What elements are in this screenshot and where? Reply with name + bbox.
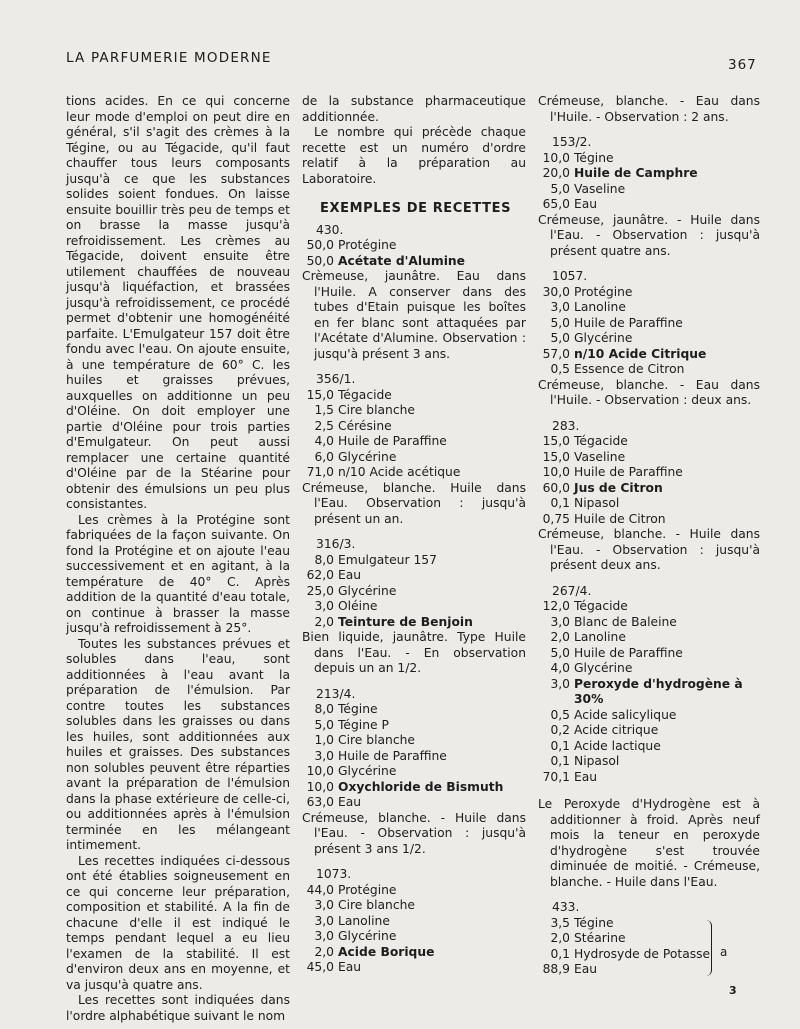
recipe bbox=[538, 419, 760, 574]
ingredient-line bbox=[302, 450, 526, 466]
ingredient-quantity: 0,1 bbox=[550, 496, 570, 510]
ingredient-name: Huile de Paraffine bbox=[338, 748, 447, 763]
ingredient-line bbox=[302, 403, 526, 419]
ingredient-name: 30% bbox=[574, 692, 604, 706]
running-header: LA PARFUMERIE MODERNE bbox=[66, 50, 272, 66]
ingredient-line bbox=[538, 465, 760, 481]
paragraph: de la substance pharmaceutique additionnée. bbox=[302, 94, 526, 124]
ingredient-quantity: 3,0 bbox=[550, 300, 570, 314]
ingredient-quantity: 88,9 bbox=[542, 962, 570, 976]
ingredient-line bbox=[302, 434, 526, 450]
ingredient-quantity: 50,0 bbox=[306, 253, 334, 268]
ingredient-name: Eau bbox=[338, 795, 362, 809]
ingredient-line bbox=[538, 166, 760, 182]
ingredient-line bbox=[538, 182, 760, 198]
ingredient-line bbox=[302, 465, 526, 481]
ingredient-quantity: 3,0 bbox=[314, 599, 334, 613]
ingredient-quantity: 25,0 bbox=[306, 583, 334, 598]
ingredient-name: Stéarine bbox=[574, 931, 626, 945]
ingredient-name: Peroxyde d'hydrogène à bbox=[574, 676, 743, 691]
recipe-number: 316/3. bbox=[316, 537, 356, 551]
ingredient-quantity: 2,0 bbox=[550, 630, 570, 644]
ingredient-line bbox=[302, 749, 526, 765]
ingredient-line bbox=[302, 419, 526, 435]
ingredient-name: Huile de Paraffine bbox=[338, 434, 447, 448]
ingredient-quantity: 57,0 bbox=[542, 346, 570, 361]
paragraph: tions acides. En ce qui concerne leur mode d'emploi on peut dire en général, s'il s'agit des crèmes à la Tégine, ou au Tégacide, qu'il faut chauffer tous leurs composants jusqu'à ce que les substances solides soient fondues. On laisse ensuite bouillir très peu de temps et on brasse la masse jusqu'à refroidissement. Les crèmes au Tégacide, doivent ensuite être utilement chauffées de nouveau jusqu'à liquéfaction, et brassées jusqu'à refroidissement, ce procédé permet d'obtenir une homogénéité parfaite. L'Emulgateur 157 doit être fondu avec l'eau. On ajoute ensuite, à une température de 60° C. les huiles et graisses prévues, auxquelles on additionne un peu d'Oléine. On doit employer une partie d'Oléine pour trois parties d'Emulgateur. On peut aussi remplacer une certaine quantité d'Oléine par de la Stéarine pour obtenir des émulsions un peu plus consistantes. bbox=[66, 94, 290, 511]
ingredient-line bbox=[538, 512, 760, 528]
ingredient-quantity: 5,0 bbox=[550, 331, 570, 345]
recipe-observation: Crémeuse, jaunâtre. - Huile dans l'Eau. - Observation : jusqu'à présent quatre ans. bbox=[538, 212, 760, 258]
paragraph: Le nombre qui précède chaque recette est un numéro d'ordre relatif à la préparation au Laboratoire. bbox=[302, 125, 526, 186]
recipe-observation: Bien liquide, jaunâtre. Type Huile dans l'Eau. - En observation depuis un an 1/2. bbox=[302, 630, 526, 675]
ingredient-name: Lanoline bbox=[574, 630, 626, 644]
ingredient-name: Tégine bbox=[574, 915, 614, 930]
recipe bbox=[538, 900, 760, 978]
ingredient-line bbox=[302, 553, 526, 569]
ingredient-name: Huile de Paraffine bbox=[574, 465, 683, 479]
ingredient-quantity: 1,0 bbox=[314, 733, 334, 747]
ingredient-quantity: 10,0 bbox=[542, 465, 570, 479]
ingredient-quantity: 71,0 bbox=[306, 465, 334, 479]
ingredient-quantity: 20,0 bbox=[542, 166, 570, 180]
ingredient-name: Vaseline bbox=[574, 181, 626, 196]
recipe-number: 430. bbox=[316, 222, 344, 237]
recipe bbox=[302, 372, 526, 527]
ingredient-name: Huile de Paraffine bbox=[574, 645, 683, 660]
ingredient-quantity: 2,0 bbox=[314, 614, 334, 629]
ingredient-line bbox=[538, 661, 760, 677]
ingredient-name: Eau bbox=[338, 568, 362, 582]
ingredient-line bbox=[302, 898, 526, 914]
ingredient-line bbox=[538, 770, 760, 786]
ingredient-name: Nipasol bbox=[574, 496, 620, 510]
paragraph: Les recettes indiquées ci-dessous ont été établies soigneusement en ce qui concerne leur préparation, composition et stabilité. A la fin de chacune d'elle il est indiqué le temps pendant lequel a eu lieu l'examen de la stabilité. Il est d'environ deux ans en moyenne, et va jusqu'à quatre ans. bbox=[66, 853, 290, 992]
ingredient-name: Hydrosyde de Potasse bbox=[574, 946, 711, 961]
ingredient-quantity: 45,0 bbox=[306, 960, 334, 974]
ingredient-line bbox=[302, 733, 526, 749]
ingredient-line bbox=[538, 481, 760, 497]
ingredient-quantity: 1,5 bbox=[314, 403, 334, 417]
ingredient-name: Cire blanche bbox=[338, 898, 415, 912]
recipe-observation: Crémeuse, blanche. - Huile dans l'Eau. - Observation : jusqu'à présent 3 ans 1/2. bbox=[302, 810, 526, 856]
ingredient-quantity: 65,0 bbox=[542, 197, 570, 211]
ingredient-line bbox=[302, 780, 526, 796]
paragraph: Les crèmes à la Protégine sont fabriquées de la façon suivante. On fond la Protégine et on ajoute l'eau successivement et en agitant, à la température de 40° C. Après addition de la quantité d'eau totale, on continue à brasser la masse jusqu'à refroidissement à 25°. bbox=[66, 512, 290, 635]
paragraph: Les recettes sont indiquées dans l'ordre alphabétique suivant le nom bbox=[66, 993, 290, 1023]
ingredient-line bbox=[538, 347, 760, 363]
ingredient-line bbox=[302, 702, 526, 718]
recipe bbox=[538, 269, 760, 409]
ingredient-name: Tégine bbox=[338, 702, 378, 716]
ingredient-line bbox=[302, 764, 526, 780]
ingredient-quantity: 10,0 bbox=[542, 150, 570, 165]
ingredient-name: Tégine bbox=[574, 150, 614, 165]
ingredient-quantity: 5,0 bbox=[550, 315, 570, 330]
ingredient-name: Protégine bbox=[338, 238, 397, 252]
ingredient-quantity: 3,0 bbox=[314, 748, 334, 763]
ingredient-name: Glycérine bbox=[338, 764, 397, 778]
recipe-number: 283. bbox=[552, 418, 580, 433]
ingredient-line bbox=[538, 630, 760, 646]
ingredient-line bbox=[302, 254, 526, 270]
ingredient-quantity: 6,0 bbox=[314, 449, 334, 464]
ingredient-line bbox=[302, 584, 526, 600]
ingredient-name: Blanc de Baleine bbox=[574, 614, 677, 629]
ingredient-quantity: 62,0 bbox=[306, 568, 334, 582]
ingredient-line bbox=[538, 916, 760, 932]
ingredient-name: Vaseline bbox=[574, 449, 626, 464]
ingredient-quantity: 8,0 bbox=[314, 552, 334, 567]
ingredient-quantity: 5,0 bbox=[314, 717, 334, 732]
ingredient-line bbox=[302, 568, 526, 584]
ingredient-name: Lanoline bbox=[574, 300, 626, 314]
ingredient-quantity: 15,0 bbox=[542, 449, 570, 464]
ingredient-quantity: 3,5 bbox=[550, 915, 570, 930]
ingredient-line bbox=[302, 883, 526, 899]
ingredient-line bbox=[302, 960, 526, 976]
ingredient-line bbox=[538, 331, 760, 347]
ingredient-name: Cire blanche bbox=[338, 403, 415, 417]
section-heading: EXEMPLES DE RECETTES bbox=[320, 201, 512, 216]
ingredient-name: Tégine P bbox=[338, 717, 389, 732]
ingredient-name: Glycérine bbox=[338, 449, 397, 464]
ingredient-name: Cérésine bbox=[338, 418, 392, 433]
recipe-number: 356/1. bbox=[316, 372, 356, 386]
recipe bbox=[538, 584, 760, 786]
ingredient-name: Glycérine bbox=[574, 661, 633, 675]
column-middle bbox=[302, 94, 526, 976]
recipe bbox=[302, 223, 526, 363]
ingredient-line bbox=[538, 615, 760, 631]
recipe-number: 1073. bbox=[316, 867, 352, 881]
ingredient-name: Oxychloride de Bismuth bbox=[338, 779, 504, 794]
ingredient-name: Protégine bbox=[574, 284, 633, 299]
ingredient-line bbox=[302, 388, 526, 404]
ingredient-name: Eau bbox=[574, 197, 598, 211]
ingredient-name: Oléine bbox=[338, 599, 378, 613]
ingredient-line bbox=[538, 151, 760, 167]
ingredient-quantity: 60,0 bbox=[542, 480, 570, 495]
ingredient-name: Huile de Paraffine bbox=[574, 315, 683, 330]
ingredient-quantity: 2,5 bbox=[314, 418, 334, 433]
ingredient-line bbox=[538, 692, 760, 708]
ingredient-line bbox=[538, 677, 760, 693]
ingredient-name: Jus de Citron bbox=[574, 480, 663, 495]
ingredient-line bbox=[302, 945, 526, 961]
signature-mark: 3 bbox=[729, 984, 737, 997]
ingredient-quantity: 0,1 bbox=[550, 946, 570, 961]
ingredient-line bbox=[302, 599, 526, 615]
ingredient-line bbox=[538, 496, 760, 512]
recipe-number: 433. bbox=[552, 900, 580, 914]
ingredient-name: Acide citrique bbox=[574, 723, 659, 737]
ingredient-line bbox=[538, 434, 760, 450]
recipe-observation: Crémeuse, blanche. - Eau dans l'Huile. - Observation : 2 ans. bbox=[538, 94, 760, 124]
ingredient-quantity: 8,0 bbox=[314, 702, 334, 716]
brace-text: a bbox=[720, 945, 728, 959]
ingredient-name: Tégacide bbox=[574, 599, 628, 613]
ingredient-line bbox=[538, 754, 760, 770]
column-left bbox=[66, 94, 290, 1024]
ingredient-quantity: 3,0 bbox=[314, 898, 334, 912]
ingredient-quantity: 5,0 bbox=[550, 181, 570, 196]
ingredient-line bbox=[538, 316, 760, 332]
ingredient-quantity: 15,0 bbox=[306, 387, 334, 402]
ingredient-line bbox=[302, 238, 526, 254]
ingredient-line bbox=[538, 646, 760, 662]
recipe bbox=[538, 135, 760, 259]
ingredient-line bbox=[538, 300, 760, 316]
ingredient-line bbox=[538, 723, 760, 739]
recipe-number: 1057. bbox=[552, 269, 588, 283]
page-number: 367 bbox=[728, 57, 757, 73]
ingredient-line bbox=[538, 197, 760, 213]
ingredient-quantity: 12,0 bbox=[542, 599, 570, 613]
ingredient-quantity: 4,0 bbox=[550, 661, 570, 675]
ingredient-name: Lanoline bbox=[338, 913, 390, 928]
ingredient-name: Tégacide bbox=[338, 387, 392, 402]
ingredient-name: Glycérine bbox=[338, 929, 397, 943]
recipe-observation: Crèmeuse, jaunâtre. Eau dans l'Huile. A conserver dans des tubes d'Etain puisque les boîtes en fer blanc sont attaquées par l'Acétate d'Alumine. Observation : jusqu'à présent 3 ans. bbox=[302, 269, 526, 361]
ingredient-quantity: 0,5 bbox=[550, 707, 570, 722]
ingredient-line bbox=[538, 285, 760, 301]
ingredient-line bbox=[538, 599, 760, 615]
ingredient-line bbox=[302, 795, 526, 811]
ingredient-quantity: 0,2 bbox=[550, 723, 570, 737]
ingredient-line bbox=[538, 739, 760, 755]
ingredient-quantity: 2,0 bbox=[550, 931, 570, 945]
recipe-number: 267/4. bbox=[552, 583, 592, 598]
ingredient-name: Huile de Camphre bbox=[574, 166, 698, 180]
ingredient-name: Acide Borique bbox=[338, 944, 435, 959]
recipe-number: 213/4. bbox=[316, 686, 356, 701]
recipe-number: 153/2. bbox=[552, 135, 592, 149]
ingredient-name: Eau bbox=[338, 960, 362, 974]
ingredient-quantity: 3,0 bbox=[550, 614, 570, 629]
ingredient-name: Nipasol bbox=[574, 754, 620, 768]
recipe bbox=[302, 687, 526, 858]
ingredient-quantity: 3,0 bbox=[314, 929, 334, 943]
recipe-observation: Crémeuse, blanche. - Huile dans l'Eau. - Observation : jusqu'à présent deux ans. bbox=[538, 527, 760, 572]
ingredient-line bbox=[538, 708, 760, 724]
ingredient-line bbox=[538, 362, 760, 378]
paragraph: Toutes les substances prévues et solubles dans l'eau, sont additionnées à l'eau avant la préparation de l'émulsion. Par contre toutes les substances solubles dans les graisses ou dans les huiles, sont additionnées aux huiles et graisses. Des substances non solubles peuvent être réparties avant la préparation de l'émulsion dans la phase extérieure de celle-ci, ou additionnées après à l'émulsion terminée en les mélangeant intimement. bbox=[66, 636, 290, 852]
ingredient-quantity: 3,0 bbox=[550, 676, 570, 691]
ingredient-name: Acide salicylique bbox=[574, 707, 677, 722]
ingredient-name: Protégine bbox=[338, 882, 397, 897]
ingredient-name: Teinture de Benjoin bbox=[338, 614, 473, 629]
ingredient-name: Eau bbox=[574, 962, 598, 976]
ingredient-name: Cire blanche bbox=[338, 733, 415, 747]
ingredient-name: Glycérine bbox=[338, 583, 397, 598]
recipe bbox=[302, 867, 526, 976]
recipe-observation: Crémeuse, blanche. - Eau dans l'Huile. - Observation : deux ans. bbox=[538, 377, 760, 407]
ingredient-line bbox=[302, 914, 526, 930]
ingredient-quantity: 3,0 bbox=[314, 913, 334, 928]
ingredient-quantity: 0,1 bbox=[550, 754, 570, 768]
ingredient-name: Emulgateur 157 bbox=[338, 552, 437, 567]
ingredient-name: Tégacide bbox=[574, 434, 628, 448]
ingredient-quantity: 63,0 bbox=[306, 795, 334, 809]
column-right bbox=[538, 94, 760, 978]
ingredient-line bbox=[538, 450, 760, 466]
ingredient-name: Acide lactique bbox=[574, 738, 661, 753]
ingredient-name: n/10 Acide acétique bbox=[338, 465, 461, 479]
ingredient-quantity: 15,0 bbox=[542, 434, 570, 448]
ingredient-quantity: 2,0 bbox=[314, 944, 334, 959]
ingredient-quantity: 0,5 bbox=[550, 362, 570, 376]
ingredient-quantity: 30,0 bbox=[542, 284, 570, 299]
recipe-observation: Crémeuse, blanche. Huile dans l'Eau. Observation : jusqu'à présent un an. bbox=[302, 480, 526, 526]
ingredient-quantity: 10,0 bbox=[306, 764, 334, 778]
ingredient-line bbox=[538, 962, 760, 978]
ingredient-quantity: 10,0 bbox=[306, 779, 334, 794]
ingredient-name: Acétate d'Alumine bbox=[338, 253, 465, 268]
ingredient-quantity: 0,1 bbox=[550, 738, 570, 753]
ingredient-line bbox=[302, 929, 526, 945]
ingredient-quantity: 44,0 bbox=[306, 882, 334, 897]
recipe bbox=[302, 537, 526, 677]
ingredient-line bbox=[302, 718, 526, 734]
ingredient-name: n/10 Acide Citrique bbox=[574, 346, 707, 361]
ingredient-quantity: 0,75 bbox=[542, 511, 570, 526]
peroxide-note: Le Peroxyde d'Hydrogène est à additionner à froid. Après neuf mois la teneur en peroxyde d'hydrogène s'est trouvée diminuée de moitié. - Crémeuse, blanche. - Huile dans l'Eau. bbox=[538, 797, 760, 889]
brace-bracket bbox=[706, 920, 712, 976]
ingredient-name: Huile de Citron bbox=[574, 511, 666, 526]
ingredient-quantity: 70,1 bbox=[542, 769, 570, 784]
ingredient-name: Essence de Citron bbox=[574, 362, 685, 376]
ingredient-quantity: 5,0 bbox=[550, 645, 570, 660]
ingredient-line bbox=[302, 615, 526, 631]
ingredient-quantity: 50,0 bbox=[306, 238, 334, 252]
ingredient-name: Eau bbox=[574, 769, 598, 784]
ingredient-quantity: 4,0 bbox=[314, 434, 334, 448]
ingredient-name: Glycérine bbox=[574, 331, 633, 345]
